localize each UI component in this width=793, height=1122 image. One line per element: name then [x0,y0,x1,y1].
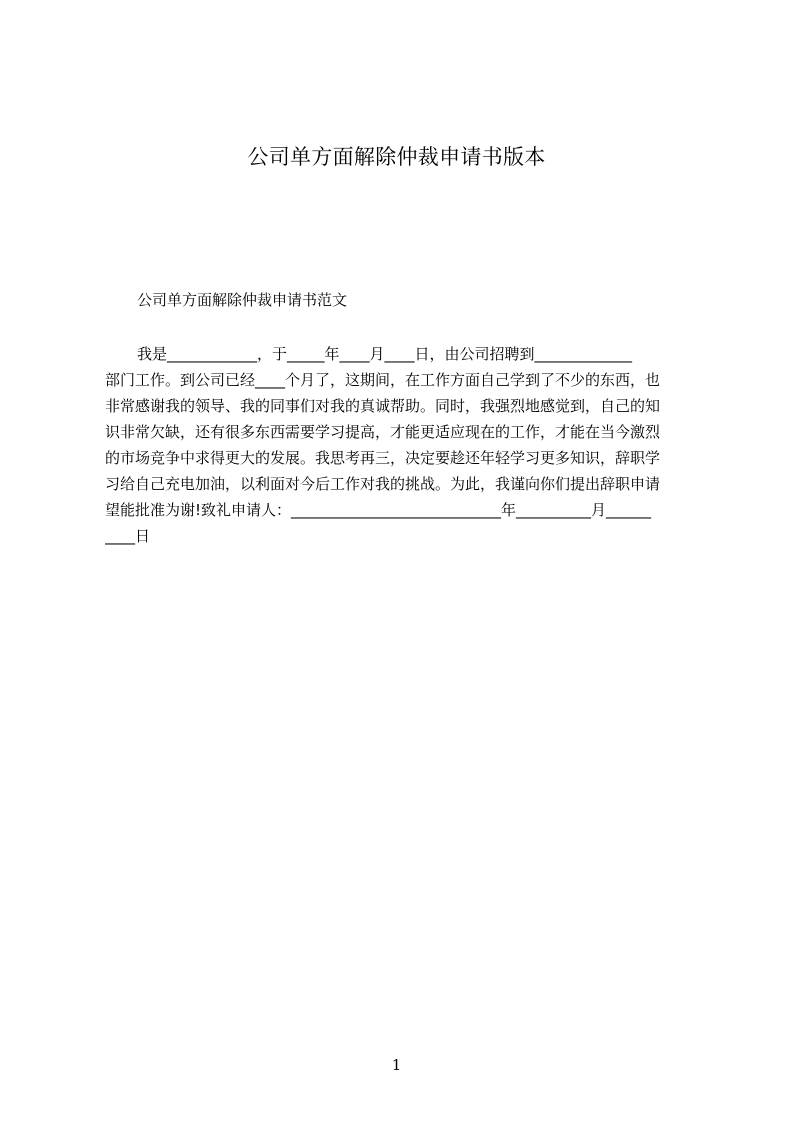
body-line: 望能批准为谢!致礼申请人：____________________________年__________月______ [105,501,652,519]
body-line: 习给自己充电加油，以利面对今后工作对我的挑战。为此，我谨向你们提出辞职申请 [105,475,661,493]
body-paragraph [105,341,701,549]
document-title: 公司单方面解除仲裁申请书版本 [247,145,546,169]
body-line: 的市场竞争中求得更大的发展。我思考再三，决定要趁还年轻学习更多知识，辞职学 [105,449,661,467]
body-line: 识非常欠缺，还有很多东西需要学习提高，才能更适应现在的工作，才能在当今激烈 [105,423,661,441]
body-line: 非常感谢我的领导、我的同事们对我的真诚帮助。同时，我强烈地感觉到，自己的知 [105,397,661,415]
body-line: 部门工作。到公司已经____个月了，这期间，在工作方面自己学到了不少的东西，也 [105,371,661,389]
body-line: ____日 [105,527,151,545]
page-number: 1 [391,1056,402,1074]
document-subheading: 公司单方面解除仲裁申请书范文 [137,291,348,309]
body-line: 我是____________，于_____年____月____日，由公司招聘到_____________ [137,345,633,363]
